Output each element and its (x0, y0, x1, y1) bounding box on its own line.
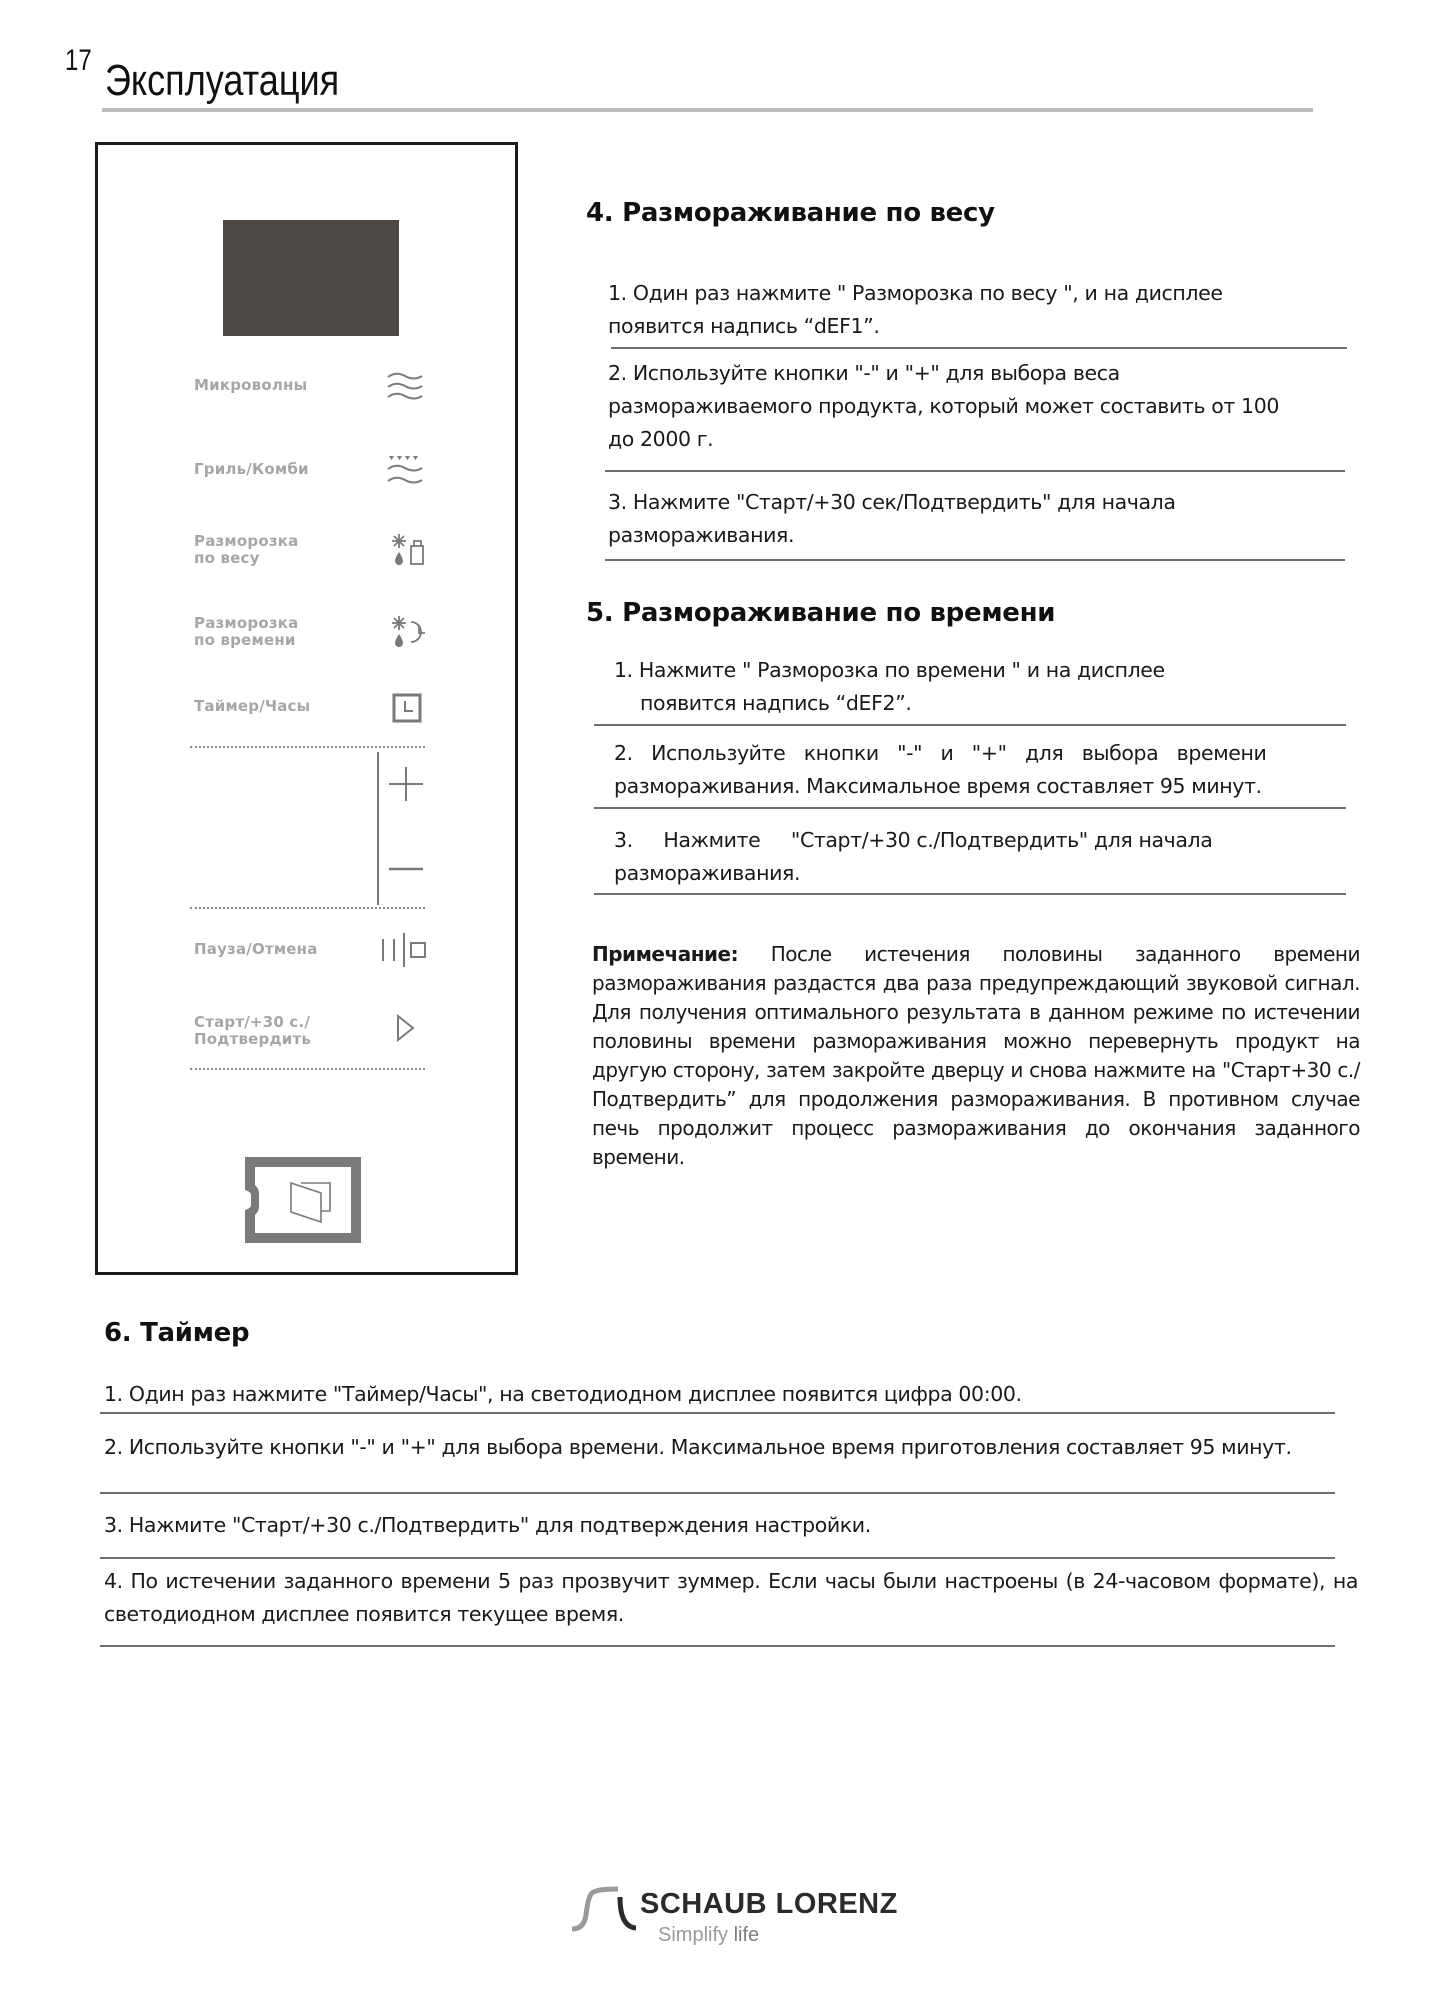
step-item: 4. По истечении заданного времени 5 раз прозвучит зуммер. Если часы были настроены (в 24-часовом формате), на светодиодном дисплее появится текущее время. (104, 1569, 1358, 1626)
step-divider (100, 1557, 1335, 1559)
step-divider (594, 724, 1346, 726)
page-title: Эксплуатация (105, 56, 340, 105)
step-divider (611, 347, 1347, 349)
brand-logo-icon (570, 1885, 642, 1935)
step-item: 3. Нажмите "Старт/+30 с./Подтвердить" для начала размораживания. (614, 828, 1213, 885)
panel-label-start-confirm: Старт/+30 с./ Подтвердить (194, 1013, 312, 1048)
door-open-icon (241, 1153, 365, 1247)
section-heading-timer: 6. Таймер (104, 1318, 250, 1348)
step-divider (594, 807, 1346, 809)
panel-vertical-divider (377, 752, 379, 905)
minus-icon (388, 866, 424, 872)
brand-name: SCHAUB LORENZ (640, 1888, 898, 1920)
section-heading-defrost-time: 5. Размораживание по времени (586, 598, 1056, 628)
timer-clock-icon (392, 693, 422, 723)
panel-label-timer-clock: Таймер/Часы (194, 697, 311, 715)
header-divider (102, 108, 1313, 112)
grill-combi-icon (386, 454, 424, 490)
step-item: 2. Используйте кнопки "-" и "+" для выбора времени размораживания. Максимальное время составляет 95 минут. (614, 741, 1267, 798)
panel-label-defrost-weight: Разморозка по весу (194, 532, 299, 567)
step-divider (100, 1492, 1335, 1494)
panel-label-microwave: Микроволны (194, 376, 308, 394)
panel-dotted-divider (190, 746, 425, 748)
step-divider (100, 1645, 1335, 1647)
panel-dotted-divider (190, 907, 425, 909)
step-divider (594, 893, 1346, 895)
panel-label-defrost-time: Разморозка по времени (194, 614, 299, 649)
step-item: 3. Нажмите "Старт/+30 с./Подтвердить" для подтверждения настройки. (104, 1513, 871, 1537)
step-divider (605, 559, 1345, 561)
section-heading-defrost-weight: 4. Размораживание по весу (586, 198, 995, 228)
panel-label-pause-cancel: Пауза/Отмена (194, 940, 318, 958)
step-item: 2. Используйте кнопки "-" и "+" для выбора времени. Максимальное время приготовления составляет 95 минут. (104, 1435, 1292, 1459)
step-item: 1. Нажмите " Разморозка по времени " и на дисплее появится надпись “dEF2”. (614, 658, 1165, 715)
note-paragraph (592, 940, 1360, 1172)
step-divider (100, 1412, 1335, 1414)
led-display (223, 220, 399, 336)
step-divider (605, 470, 1345, 472)
note-text: После истечения половины заданного времени размораживания раздастся два раза предупреждающий звуковой сигнал. Для получения оптимального результата в данном режиме по истечении половины времени размораживания можно перевернуть продукт на другую сторону, затем закройте дверцу и снова нажмите на "Старт+30 с./Подтвердить” для продолжения размораживания. В противном случае печь продолжит процесс размораживания до окончания заданного времени. (592, 942, 1361, 1169)
note-label: Примечание: (592, 942, 739, 966)
panel-label-grill-combi: Гриль/Комби (194, 460, 309, 478)
step-item: 1. Один раз нажмите "Таймер/Часы", на светодиодном дисплее появится цифра 00:00. (104, 1382, 1022, 1406)
microwave-waves-icon (386, 371, 424, 403)
defrost-time-icon (389, 614, 433, 650)
panel-dotted-divider (190, 1068, 425, 1070)
defrost-weight-icon (389, 532, 429, 568)
brand-tagline: Simplify life (658, 1924, 760, 1946)
step-item: 2. Используйте кнопки "-" и "+" для выбора веса размораживаемого продукта, который может составить от 100 до 2000 г. (608, 361, 1279, 451)
start-play-icon (396, 1014, 416, 1042)
step-item: 1. Один раз нажмите " Разморозка по весу ", и на дисплее появится надпись “dEF1”. (608, 281, 1223, 338)
page-number: 17 (65, 44, 92, 77)
step-item: 3. Нажмите "Старт/+30 сек/Подтвердить" для начала размораживания. (608, 490, 1176, 547)
plus-icon (388, 766, 424, 802)
pause-cancel-icon (380, 931, 430, 969)
